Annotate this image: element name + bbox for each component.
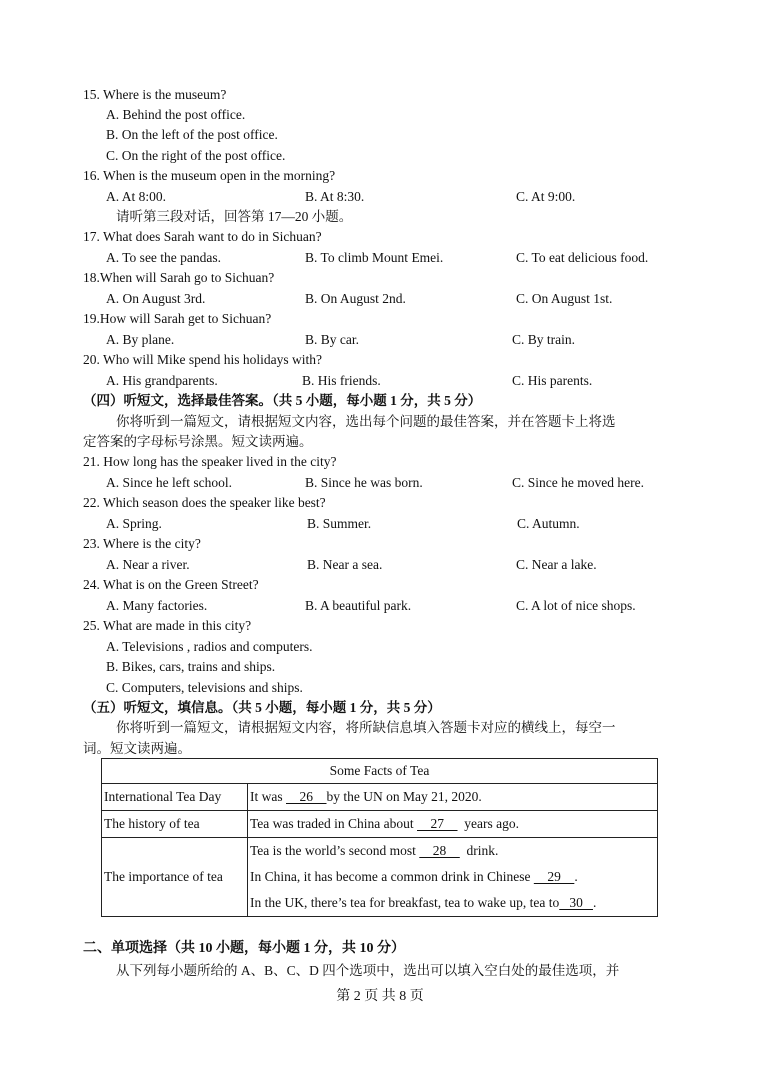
section-4-heading: （四）听短文，选择最佳答案。（共 5 小题，每小题 1 分，共 5 分） — [83, 393, 482, 408]
question-24: 24. What is on the Green Street? — [83, 577, 259, 592]
row-label: The history of tea — [102, 811, 248, 838]
section-4-instruction-line2: 定答案的字母标号涂黑。短文读两遍。 — [83, 434, 313, 449]
q22-option-b: B. Summer. — [307, 516, 372, 531]
q17-option-a: A. To see the pandas. — [106, 250, 222, 265]
q21-option-c: C. Since he moved here. — [512, 475, 644, 490]
table-title: Some Facts of Tea — [102, 759, 658, 784]
q20-option-a: A. His grandparents. — [106, 373, 218, 388]
q18-option-a: A. On August 3rd. — [106, 291, 206, 306]
q21-option-a: A. Since he left school. — [106, 475, 232, 490]
row-content — [248, 784, 658, 811]
answer-blank-28: 28 — [419, 843, 460, 858]
table-row — [102, 784, 658, 811]
question-25: 25. What are made in this city? — [83, 618, 252, 633]
part-2-heading: 二、单项选择（共 10 小题，每小题 1 分，共 10 分） — [83, 941, 405, 956]
question-18: 18.When will Sarah go to Sichuan? — [83, 270, 275, 285]
answer-blank-27: 27 — [417, 816, 458, 831]
q17-option-c: C. To eat delicious food. — [516, 250, 649, 265]
table-row — [102, 838, 658, 917]
row-text: . — [574, 869, 578, 884]
row-text: It was — [250, 789, 286, 804]
q19-option-c: C. By train. — [512, 332, 575, 347]
q23-option-b: B. Near a sea. — [307, 557, 383, 572]
row-label: International Tea Day — [102, 784, 248, 811]
q25-option-a: A. Televisions , radios and computers. — [106, 639, 313, 654]
row-text: drink. — [459, 843, 499, 858]
q18-option-c: C. On August 1st. — [516, 291, 613, 306]
q22-option-c: C. Autumn. — [517, 516, 580, 531]
tea-facts-table — [101, 758, 658, 917]
row-content — [248, 838, 658, 917]
row-text: Tea was traded in China about — [250, 816, 418, 831]
row-text: years ago. — [457, 816, 519, 831]
row-text: In the UK, there’s tea for breakfast, tea to wake up, tea to — [250, 895, 560, 910]
row-content — [248, 811, 658, 838]
section-5-instruction-line2: 词。短文读两遍。 — [83, 741, 191, 756]
q16-option-c: C. At 9:00. — [516, 189, 576, 204]
q15-option-a: A. Behind the post office. — [106, 107, 246, 122]
question-19: 19.How will Sarah get to Sichuan? — [83, 311, 272, 326]
q24-option-c: C. A lot of nice shops. — [516, 598, 636, 613]
answer-blank-30: 30 — [559, 895, 593, 910]
question-16: 16. When is the museum open in the morning? — [83, 168, 336, 183]
q19-option-b: B. By car. — [305, 332, 359, 347]
row-text: by the UN on May 21, 2020. — [326, 789, 482, 804]
question-22: 22. Which season does the speaker like best? — [83, 495, 326, 510]
instruction-dialogue-3: 请听第三段对话，回答第 17—20 小题。 — [116, 209, 353, 224]
q20-option-b: B. His friends. — [302, 373, 381, 388]
q16-option-a: A. At 8:00. — [106, 189, 167, 204]
row-label: The importance of tea — [102, 838, 248, 917]
q20-option-c: C. His parents. — [512, 373, 593, 388]
q23-option-c: C. Near a lake. — [516, 557, 597, 572]
row-text: . — [593, 895, 597, 910]
q23-option-a: A. Near a river. — [106, 557, 190, 572]
q21-option-b: B. Since he was born. — [305, 475, 423, 490]
q24-option-a: A. Many factories. — [106, 598, 208, 613]
q25-option-b: B. Bikes, cars, trains and ships. — [106, 659, 276, 674]
q15-option-b: B. On the left of the post office. — [106, 127, 278, 142]
page-footer: 第 2 页 共 8 页 — [336, 989, 424, 1004]
table-row — [102, 811, 658, 838]
section-5-instruction-line1: 你将听到一篇短文，请根据短文内容，将所缺信息填入答题卡对应的横线上，每空一 — [116, 720, 616, 735]
question-15: 15. Where is the museum? — [83, 87, 227, 102]
answer-blank-29: 29 — [533, 869, 575, 884]
q17-option-b: B. To climb Mount Emei. — [305, 250, 444, 265]
section-5-heading: （五）听短文，填信息。（共 5 小题，每小题 1 分，共 5 分） — [83, 700, 441, 715]
q18-option-b: B. On August 2nd. — [305, 291, 406, 306]
row-text: In China, it has become a common drink in Chinese — [250, 869, 534, 884]
row-text: Tea is the world’s second most — [250, 843, 420, 858]
section-4-instruction-line1: 你将听到一篇短文，请根据短文内容，选出每个问题的最佳答案，并在答题卡上将选 — [116, 414, 616, 429]
q15-option-c: C. On the right of the post office. — [106, 148, 286, 163]
question-17: 17. What does Sarah want to do in Sichuan? — [83, 229, 322, 244]
question-20: 20. Who will Mike spend his holidays with? — [83, 352, 322, 367]
part-2-instruction-line1: 从下列每小题所给的 A、B、C、D 四个选项中，选出可以填入空白处的最佳选项，并 — [116, 963, 620, 978]
q24-option-b: B. A beautiful park. — [305, 598, 412, 613]
answer-blank-26: 26 — [286, 789, 327, 804]
question-23: 23. Where is the city? — [83, 536, 201, 551]
q22-option-a: A. Spring. — [106, 516, 162, 531]
q16-option-b: B. At 8:30. — [305, 189, 365, 204]
question-21: 21. How long has the speaker lived in the city? — [83, 454, 337, 469]
q25-option-c: C. Computers, televisions and ships. — [106, 680, 303, 695]
q19-option-a: A. By plane. — [106, 332, 175, 347]
